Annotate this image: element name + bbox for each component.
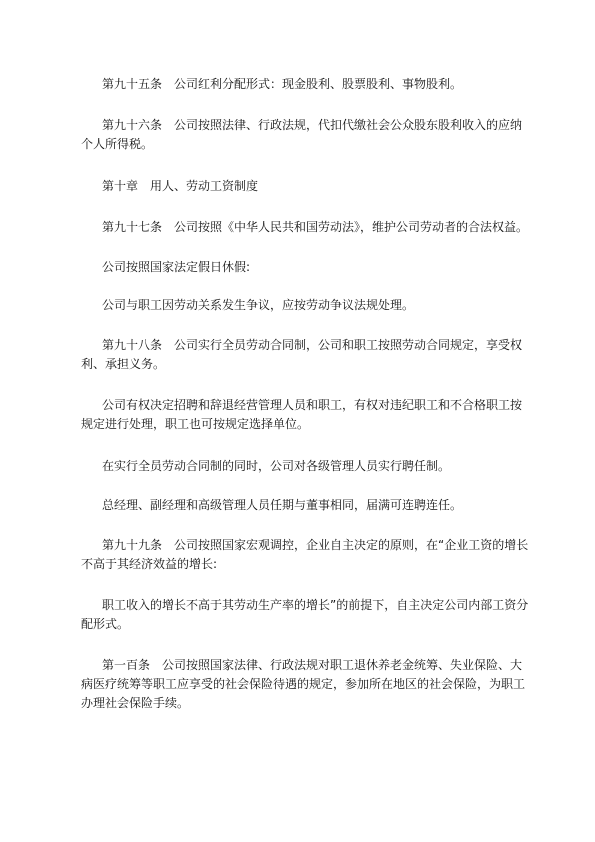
paragraph-wage-distribution: 职工收入的增长不高于其劳动生产率的增长”的前提下，自主决定公司内部工资分配形式。 xyxy=(81,598,529,631)
paragraph-article-100: 第一百条 公司按照国家法律、行政法规对职工退休养老金统筹、失业保险、大病医疗统筹等职工应享受的社会保险待遇的规定，参加所在地区的社会保险，为职工办理社会保险手续。 xyxy=(81,658,526,710)
paragraph-manager-terms: 总经理、副经理和高级管理人员任期与董事相同，届满可连聘连任。 xyxy=(102,498,463,512)
paragraph-article-96: 第九十六条 公司按照法律、行政法规，代扣代缴社会公众股东股利收入的应纳个人所得税。 xyxy=(81,118,523,151)
paragraph-article-99: 第九十九条 公司按照国家宏观调控，企业自主决定的原则，在“企业工资的增长不高于其经济效益的增长: xyxy=(81,538,529,571)
chapter-heading-10: 第十章 用人、劳动工资制度 xyxy=(102,179,259,193)
paragraph-article-97: 第九十七条 公司按照《中华人民共和国劳动法》，维护公司劳动者的合法权益。 xyxy=(102,220,529,234)
paragraph-article-98: 第九十八条 公司实行全员劳动合同制，公司和职工按照劳动合同规定，享受权利、承担义务。 xyxy=(81,338,523,371)
paragraph-holidays: 公司按照国家法定假日休假: xyxy=(102,260,251,274)
paragraph-hiring-dismissal: 公司有权决定招聘和辞退经营管理人员和职工，有权对违纪职工和不合格职工按规定进行处理，职工也可按规定选择单位。 xyxy=(81,398,523,431)
paragraph-appointment-system: 在实行全员劳动合同制的同时，公司对各级管理人员实行聘任制。 xyxy=(102,459,451,473)
paragraph-article-95: 第九十五条 公司红利分配形式：现金股利、股票股利、事物股利。 xyxy=(102,77,463,91)
paragraph-labor-disputes: 公司与职工因劳动关系发生争议，应按劳动争议法规处理。 xyxy=(102,298,415,312)
